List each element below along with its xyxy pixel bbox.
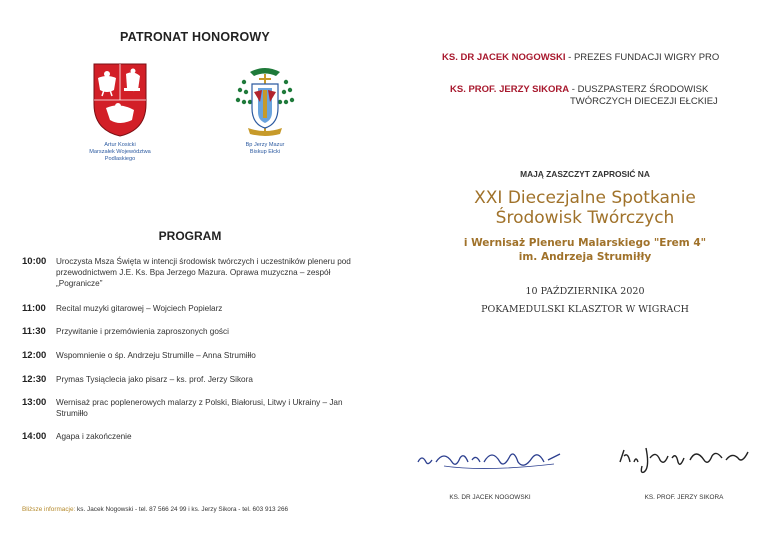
signature-1 [414, 440, 564, 476]
event-subtitle [390, 236, 780, 264]
program-time: 12:30 [22, 374, 47, 385]
patron-1 [65, 60, 175, 163]
program-time: 11:00 [22, 303, 46, 314]
program-time: 14:00 [22, 431, 47, 442]
program-time: 10:00 [22, 256, 47, 267]
organizer-2 [450, 84, 770, 95]
program-text: Wernisaż prac poplenerowych malarzy z Polski, Białorusi, Litwy i Ukrainy – Jan Strumiłło [56, 398, 343, 418]
event-title-line-2: Środowisk Twórczych [495, 208, 675, 228]
signature-1-caption: KS. DR JACEK NOGOWSKI [449, 494, 531, 501]
event-place: POKAMEDULSKI KLASZTOR W WIGRACH [481, 304, 689, 315]
program-time: 12:00 [22, 350, 47, 361]
patron-1-title: Marszałek Województwa [89, 149, 151, 155]
organizer-2-role: - DUSZPASTERZ ŚRODOWISK [569, 84, 709, 95]
program-text: Przywitanie i przemówienia zaproszonych gości [56, 327, 229, 336]
footer-label: Bliższe informacje: [22, 506, 76, 513]
footer-contact [22, 506, 382, 513]
patronat-title: PATRONAT HONOROWY [120, 30, 270, 44]
organizer-1 [442, 52, 762, 63]
patron-2-name: Bp Jerzy Mazur [245, 142, 285, 148]
program-time: 13:00 [22, 397, 47, 408]
footer-text: ks. Jacek Nogowski - tel. 87 566 24 99 i ks. Jerzy Sikora - tel. 603 913 266 [75, 506, 289, 513]
program-text: Recital muzyki gitarowej – Wojciech Popielarz [56, 304, 223, 313]
program-text: Agapa i zakończenie [56, 432, 132, 441]
patron-2 [210, 62, 320, 156]
organizer-1-name: KS. DR JACEK NOGOWSKI [442, 52, 566, 63]
event-subtitle-line-1: i Wernisaż Pleneru Malarskiego "Erem 4" [463, 237, 707, 249]
organizer-2-name: KS. PROF. JERZY SIKORA [450, 84, 570, 95]
right-page [390, 0, 780, 535]
program-text: Uroczysta Msza Święta w intencji środowisk twórczych i uczestników pleneru pod przewodnictwem J.E. Ks. Bpa Jerzego Mazura. Oprawa muzyczna – zespół „Pogranicze” [56, 257, 351, 288]
bishop-coat-of-arms-icon [230, 62, 300, 138]
organizer-2-role-line2: TWÓRCZYCH DIECEZJI EŁCKIEJ [570, 96, 718, 107]
podlaskie-coat-of-arms-icon [90, 60, 150, 138]
program-text: Prymas Tysiąclecia jako pisarz – ks. prof. Jerzy Sikora [56, 375, 253, 384]
event-title [390, 188, 780, 228]
patron-1-name: Artur Kosicki [104, 142, 136, 148]
program-title: PROGRAM [158, 229, 222, 243]
signature-2 [616, 438, 756, 476]
patron-1-region: Podlaskiego [104, 156, 136, 162]
program-time: 11:30 [22, 326, 46, 337]
invitation-line: MAJĄ ZASZCZYT ZAPROSIĆ NA [520, 169, 650, 179]
patron-2-title: Biskup Ełcki [249, 149, 281, 155]
event-subtitle-line-2: im. Andrzeja Strumiłły [518, 251, 652, 263]
signature-2-caption: KS. PROF. JERZY SIKORA [644, 494, 724, 501]
program-text: Wspomnienie o śp. Andrzeju Strumille – Anna Strumiłło [56, 351, 256, 360]
organizer-1-role: - PREZES FUNDACJI WIGRY PRO [565, 52, 720, 63]
event-date: 10 PAŹDZIERNIKA 2020 [525, 286, 645, 297]
event-title-line-1: XXI Diecezjalne Spotkanie [474, 188, 696, 208]
